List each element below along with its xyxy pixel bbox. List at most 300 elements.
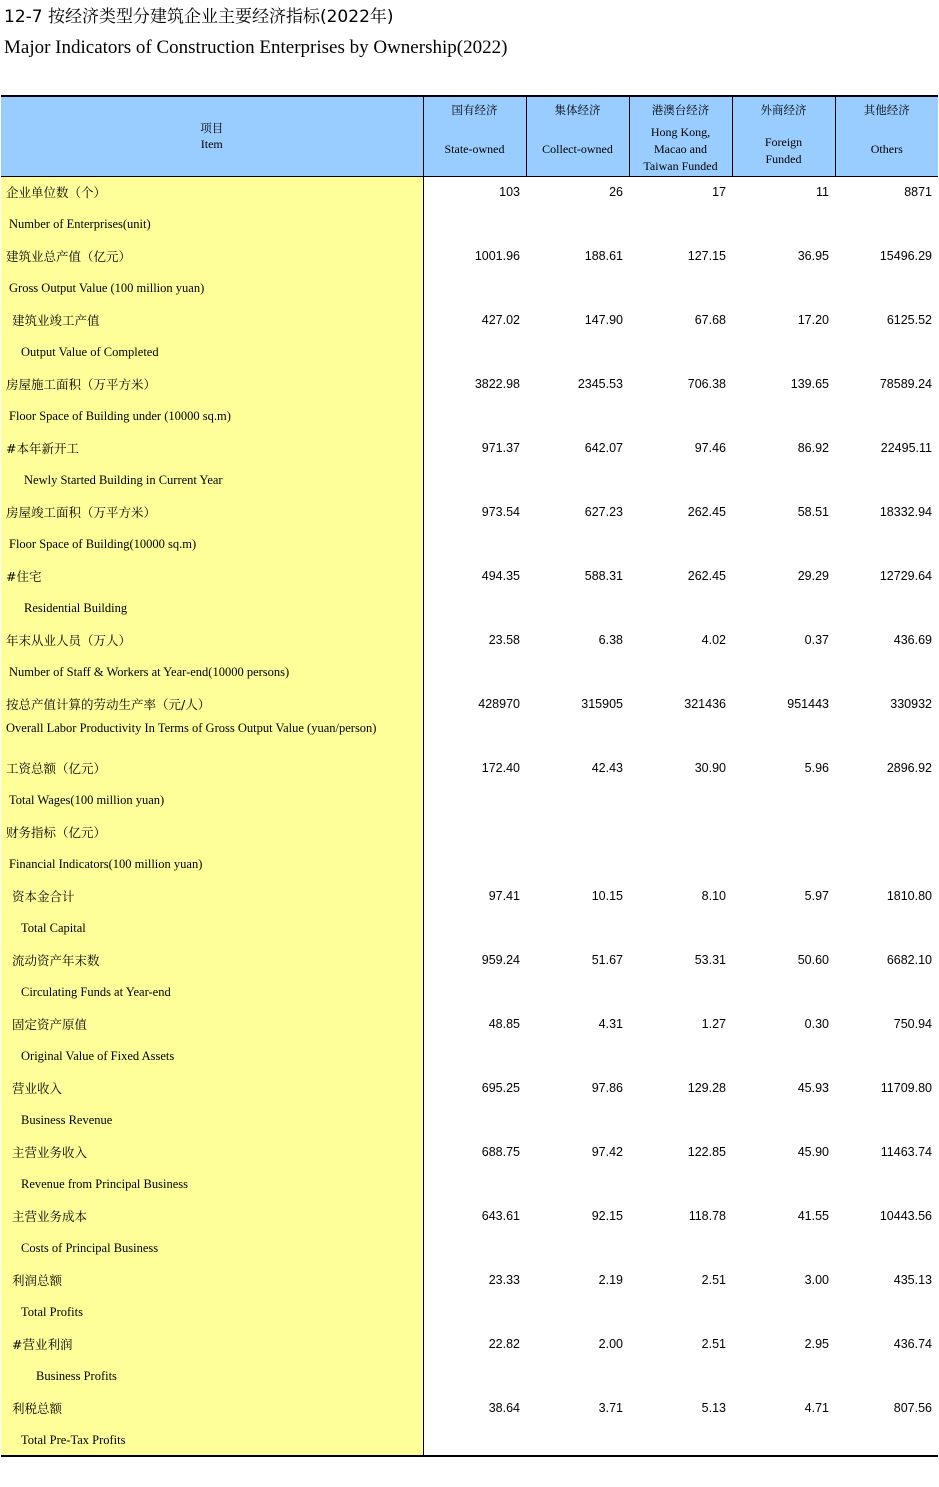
- table-title-cn: 12-7 按经济类型分建筑企业主要经济指标(2022年): [4, 7, 394, 27]
- header-collect-owned: [526, 96, 629, 176]
- value-cell: 6.38: [598, 633, 623, 647]
- header-col-en-line: Funded: [765, 152, 802, 166]
- row-label-en: Circulating Funds at Year-end: [21, 985, 171, 999]
- row-label-cell: [1, 816, 423, 848]
- row-label-cn: 房屋竣工面积（万平方米）: [6, 505, 157, 520]
- table-row: [1, 1360, 938, 1392]
- value-cell: [732, 528, 835, 560]
- row-label-cell: [1, 368, 423, 400]
- table-row: [1, 720, 938, 752]
- value-cell: 427.02: [481, 313, 520, 327]
- row-label-cell: [1, 1360, 423, 1392]
- value-cell: [526, 1040, 629, 1072]
- value-cell: [423, 848, 526, 880]
- header-col-en: State-owned: [444, 142, 505, 156]
- value-cell: 2.19: [598, 1273, 623, 1287]
- value-cell: [732, 1232, 835, 1264]
- value-cell: 172.40: [481, 761, 520, 775]
- value-cell: [423, 720, 526, 752]
- value-cell: 2896.92: [886, 761, 932, 775]
- table-row: [1, 464, 938, 496]
- value-cell: [732, 1104, 835, 1136]
- value-cell: 807.56: [893, 1401, 932, 1415]
- value-cell: [629, 848, 732, 880]
- value-cell: [423, 976, 526, 1008]
- value-cell: 10.15: [591, 889, 623, 903]
- row-label-en: Output Value of Completed: [21, 345, 159, 359]
- value-cell: 6125.52: [886, 313, 932, 327]
- row-label-cell: [1, 752, 423, 784]
- value-cell: 5.96: [804, 761, 829, 775]
- row-label-cn: #营业利润: [12, 1337, 73, 1352]
- table-row: [1, 784, 938, 816]
- row-label-cell: [1, 1104, 423, 1136]
- value-cell: [526, 976, 629, 1008]
- value-cell: [629, 528, 732, 560]
- value-cell: [835, 208, 938, 240]
- row-label-en: Number of Enterprises(unit): [9, 217, 151, 231]
- value-cell: [629, 656, 732, 688]
- value-cell: [526, 784, 629, 816]
- value-cell: [732, 208, 835, 240]
- value-cell: 86.92: [797, 441, 829, 455]
- value-cell: [526, 720, 629, 752]
- row-label-cell: [1, 1008, 423, 1040]
- row-label-cell: [1, 464, 423, 496]
- value-cell: 29.29: [797, 569, 829, 583]
- value-cell: 971.37: [481, 441, 520, 455]
- value-cell: [835, 1424, 938, 1456]
- value-cell: [835, 1232, 938, 1264]
- value-cell: [526, 1168, 629, 1200]
- value-cell: 45.90: [797, 1145, 829, 1159]
- value-cell: [423, 1296, 526, 1328]
- value-cell: [423, 592, 526, 624]
- value-cell: [526, 528, 629, 560]
- row-label-cell: [1, 912, 423, 944]
- value-cell: [835, 1360, 938, 1392]
- row-label-cell: [1, 336, 423, 368]
- row-label-cell: [1, 1200, 423, 1232]
- row-label-cn: 企业单位数（个）: [6, 185, 107, 201]
- value-cell: [835, 336, 938, 368]
- header-col-cn: 外商经济: [760, 103, 807, 117]
- header-others: [835, 96, 938, 176]
- header-col-en: [733, 134, 835, 168]
- value-cell: [835, 592, 938, 624]
- row-label-en: Original Value of Fixed Assets: [21, 1049, 175, 1063]
- value-cell: 436.74: [893, 1337, 932, 1351]
- table-row: [1, 176, 938, 208]
- table-row: [1, 1200, 938, 1232]
- value-cell: [526, 336, 629, 368]
- value-cell: [629, 336, 732, 368]
- value-cell: [732, 656, 835, 688]
- row-label-cell: [1, 720, 423, 752]
- header-col-en-line: Hong Kong,: [650, 125, 711, 139]
- value-cell: [629, 272, 732, 304]
- value-cell: [835, 1168, 938, 1200]
- value-cell: 48.85: [488, 1017, 520, 1031]
- row-label-en: Financial Indicators(100 million yuan): [9, 857, 203, 871]
- row-label-cell: [1, 1296, 423, 1328]
- value-cell: 0.30: [804, 1017, 829, 1031]
- value-cell: 10443.56: [879, 1209, 932, 1223]
- table-row: [1, 624, 938, 656]
- value-cell: [526, 1424, 629, 1456]
- table-row: [1, 272, 938, 304]
- value-cell: 129.28: [687, 1081, 726, 1095]
- row-label-cn: 营业收入: [12, 1081, 63, 1096]
- value-cell: 23.58: [488, 633, 520, 647]
- row-label-cell: [1, 848, 423, 880]
- value-cell: [732, 1360, 835, 1392]
- table-row: [1, 656, 938, 688]
- row-label-cell: [1, 784, 423, 816]
- table-row: [1, 592, 938, 624]
- table-row: [1, 496, 938, 528]
- value-cell: 3822.98: [474, 377, 520, 391]
- value-cell: 92.15: [591, 1209, 623, 1223]
- value-cell: 0.37: [804, 633, 829, 647]
- header-col-en: Collect-owned: [542, 142, 613, 156]
- table-row: [1, 1296, 938, 1328]
- value-cell: 53.31: [694, 953, 726, 967]
- value-cell: [526, 656, 629, 688]
- value-cell: [629, 592, 732, 624]
- value-cell: 3.00: [804, 1273, 829, 1287]
- value-cell: 6682.10: [886, 953, 932, 967]
- value-cell: 51.67: [591, 953, 623, 967]
- value-cell: 2345.53: [577, 377, 623, 391]
- value-cell: 30.90: [694, 761, 726, 775]
- value-cell: 188.61: [584, 249, 623, 263]
- value-cell: [835, 976, 938, 1008]
- header-item-en: Item: [200, 137, 223, 151]
- value-cell: [423, 1040, 526, 1072]
- value-cell: [732, 912, 835, 944]
- value-cell: 2.51: [701, 1337, 726, 1351]
- value-cell: [835, 720, 938, 752]
- table-row: [1, 400, 938, 432]
- row-label-cell: [1, 656, 423, 688]
- value-cell: [629, 1424, 732, 1456]
- value-cell: [526, 1232, 629, 1264]
- value-cell: 8.10: [701, 889, 726, 903]
- row-label-cell: [1, 1264, 423, 1296]
- row-label-cn: 工资总额（亿元）: [6, 761, 107, 776]
- table-row: [1, 208, 938, 240]
- row-label-cn: 主营业务收入: [12, 1145, 88, 1160]
- value-cell: [526, 1360, 629, 1392]
- value-cell: [423, 784, 526, 816]
- value-cell: [835, 1104, 938, 1136]
- value-cell: 627.23: [584, 505, 623, 519]
- value-cell: [423, 208, 526, 240]
- value-cell: 1001.96: [474, 249, 520, 263]
- row-label-en: Costs of Principal Business: [21, 1241, 159, 1255]
- row-label-cell: [1, 944, 423, 976]
- indicators-table: [1, 95, 938, 1457]
- value-cell: [629, 400, 732, 432]
- table-row: [1, 560, 938, 592]
- value-cell: [423, 400, 526, 432]
- table-row: [1, 816, 938, 848]
- value-cell: 643.61: [481, 1209, 520, 1223]
- row-label-cell: [1, 240, 423, 272]
- value-cell: [835, 464, 938, 496]
- row-label-en: Total Wages(100 million yuan): [9, 793, 165, 807]
- row-label-cn: 资本金合计: [12, 889, 75, 904]
- value-cell: [526, 592, 629, 624]
- value-cell: [423, 1168, 526, 1200]
- value-cell: 67.68: [694, 313, 726, 327]
- value-cell: 2.95: [804, 1337, 829, 1351]
- value-cell: 139.65: [790, 377, 829, 391]
- value-cell: [835, 1040, 938, 1072]
- row-label-en: Business Revenue: [21, 1113, 113, 1127]
- row-label-cell: [1, 1232, 423, 1264]
- value-cell: [526, 816, 629, 848]
- value-cell: [423, 1360, 526, 1392]
- value-cell: 436.69: [893, 633, 932, 647]
- table-row: [1, 368, 938, 400]
- value-cell: [835, 848, 938, 880]
- row-label-en: Gross Output Value (100 million yuan): [9, 281, 205, 295]
- header-foreign-funded: [732, 96, 835, 176]
- value-cell: [732, 400, 835, 432]
- value-cell: 127.15: [687, 249, 726, 263]
- value-cell: 11463.74: [880, 1145, 932, 1159]
- row-label-cell: [1, 1136, 423, 1168]
- row-label-en: Total Capital: [21, 921, 86, 935]
- row-label-cell: [1, 976, 423, 1008]
- value-cell: 122.85: [687, 1145, 726, 1159]
- row-label-cn: #本年新开工: [6, 441, 79, 456]
- row-label-en: Residential Building: [24, 601, 128, 615]
- row-label-en: Overall Labor Productivity In Terms of Gross Output Value (yuan/person): [6, 721, 377, 735]
- row-label-cn: 主营业务成本: [12, 1209, 88, 1224]
- header-col-cn: 国有经济: [451, 103, 498, 117]
- value-cell: 147.90: [584, 313, 623, 327]
- value-cell: [732, 976, 835, 1008]
- value-cell: 2.00: [598, 1337, 623, 1351]
- header-col-en-line: Macao and: [654, 142, 707, 156]
- header-col-en: [630, 124, 732, 175]
- value-cell: 959.24: [481, 953, 520, 967]
- value-cell: [732, 1040, 835, 1072]
- row-label-cell: [1, 496, 423, 528]
- value-cell: 41.55: [797, 1209, 829, 1223]
- row-label-cell: [1, 880, 423, 912]
- value-cell: 688.75: [481, 1145, 520, 1159]
- value-cell: 262.45: [687, 505, 726, 519]
- table-row: [1, 688, 938, 720]
- value-cell: 97.41: [488, 889, 520, 903]
- value-cell: [732, 816, 835, 848]
- value-cell: 5.97: [804, 889, 829, 903]
- row-label-cell: [1, 1424, 423, 1456]
- row-label-en: Floor Space of Building(10000 sq.m): [9, 537, 197, 551]
- table-row: [1, 336, 938, 368]
- value-cell: 58.51: [797, 505, 829, 519]
- table-row: [1, 1392, 938, 1424]
- table-row: [1, 880, 938, 912]
- table-row: [1, 1232, 938, 1264]
- value-cell: [835, 656, 938, 688]
- value-cell: 45.93: [797, 1081, 829, 1095]
- value-cell: 750.94: [893, 1017, 932, 1031]
- row-label-cn: 财务指标（亿元）: [6, 825, 107, 840]
- row-label-cn: 房屋施工面积（万平方米）: [6, 377, 157, 392]
- value-cell: 36.95: [797, 249, 829, 263]
- row-label-cell: [1, 592, 423, 624]
- table-row: [1, 528, 938, 560]
- value-cell: 118.78: [688, 1209, 726, 1223]
- value-cell: [732, 1168, 835, 1200]
- value-cell: 428970: [478, 697, 520, 711]
- row-label-cell: [1, 528, 423, 560]
- table-row: [1, 1104, 938, 1136]
- value-cell: 23.33: [488, 1273, 520, 1287]
- row-label-cell: [1, 176, 423, 208]
- value-cell: [423, 1104, 526, 1136]
- row-label-cn: 利润总额: [12, 1273, 63, 1288]
- row-label-cn: #住宅: [6, 569, 42, 584]
- row-label-cn: 固定资产原值: [12, 1017, 88, 1032]
- value-cell: [629, 1104, 732, 1136]
- row-label-cell: [1, 1328, 423, 1360]
- value-cell: [732, 592, 835, 624]
- value-cell: [629, 208, 732, 240]
- value-cell: 588.31: [584, 569, 623, 583]
- value-cell: [629, 976, 732, 1008]
- value-cell: [526, 208, 629, 240]
- value-cell: 97.42: [591, 1145, 623, 1159]
- table-row: [1, 912, 938, 944]
- value-cell: [835, 400, 938, 432]
- table-row: [1, 1168, 938, 1200]
- value-cell: 42.43: [591, 761, 623, 775]
- table-title-en: Major Indicators of Construction Enterprises by Ownership(2022): [4, 37, 508, 58]
- value-cell: [732, 336, 835, 368]
- value-cell: [423, 464, 526, 496]
- header-hk-macao-taiwan: [629, 96, 732, 176]
- value-cell: [629, 1168, 732, 1200]
- table-row: [1, 944, 938, 976]
- value-cell: [629, 720, 732, 752]
- value-cell: [423, 656, 526, 688]
- row-label-en: Floor Space of Building under (10000 sq.m): [9, 409, 231, 423]
- value-cell: [423, 1424, 526, 1456]
- row-label-cell: [1, 1040, 423, 1072]
- value-cell: [732, 720, 835, 752]
- value-cell: [732, 1296, 835, 1328]
- value-cell: [835, 816, 938, 848]
- value-cell: [423, 272, 526, 304]
- value-cell: 321436: [684, 697, 726, 711]
- table-row: [1, 1328, 938, 1360]
- row-label-cell: [1, 560, 423, 592]
- value-cell: [423, 528, 526, 560]
- value-cell: 15496.29: [879, 249, 932, 263]
- value-cell: 11: [816, 185, 829, 200]
- row-label-cn: 按总产值计算的劳动生产率（元/人）: [6, 697, 211, 712]
- header-col-en: Others: [870, 142, 903, 156]
- value-cell: 22.82: [488, 1337, 520, 1351]
- value-cell: [835, 528, 938, 560]
- value-cell: 1.27: [701, 1017, 726, 1031]
- value-cell: 330932: [890, 697, 932, 711]
- header-col-cn: 集体经济: [554, 103, 601, 117]
- value-cell: 4.02: [701, 633, 726, 647]
- table-row: [1, 1136, 938, 1168]
- header-item-cn: 项目: [200, 121, 224, 135]
- value-cell: 642.07: [584, 441, 623, 455]
- value-cell: 97.86: [591, 1081, 623, 1095]
- row-label-en: Total Profits: [21, 1305, 83, 1319]
- value-cell: [423, 912, 526, 944]
- row-label-cell: [1, 208, 423, 240]
- value-cell: [526, 848, 629, 880]
- value-cell: [835, 784, 938, 816]
- value-cell: [629, 1360, 732, 1392]
- value-cell: 78589.24: [879, 377, 932, 391]
- value-cell: 494.35: [481, 569, 520, 583]
- value-cell: [526, 272, 629, 304]
- value-cell: 11709.80: [880, 1081, 932, 1095]
- value-cell: 17: [712, 185, 726, 200]
- value-cell: [629, 1232, 732, 1264]
- row-label-cn: 建筑业总产值（亿元）: [6, 249, 132, 264]
- row-label-cell: [1, 1392, 423, 1424]
- table-row: [1, 240, 938, 272]
- value-cell: 18332.94: [879, 505, 932, 519]
- row-label-en: Business Profits: [36, 1369, 117, 1383]
- value-cell: [423, 336, 526, 368]
- value-cell: [835, 272, 938, 304]
- table-row: [1, 976, 938, 1008]
- table-row: [1, 1072, 938, 1104]
- value-cell: [732, 272, 835, 304]
- table-row: [1, 1040, 938, 1072]
- value-cell: 315905: [581, 697, 623, 711]
- row-label-cell: [1, 1072, 423, 1104]
- value-cell: 8871: [904, 185, 932, 200]
- value-cell: [526, 1296, 629, 1328]
- row-label-en: Revenue from Principal Business: [21, 1177, 188, 1191]
- table-row: [1, 752, 938, 784]
- value-cell: 951443: [787, 697, 829, 711]
- value-cell: 695.25: [481, 1081, 520, 1095]
- value-cell: [835, 1296, 938, 1328]
- header-item: [1, 96, 423, 176]
- value-cell: 5.13: [701, 1401, 726, 1415]
- value-cell: 50.60: [797, 953, 829, 967]
- value-cell: 12729.64: [879, 569, 932, 583]
- value-cell: 1810.80: [886, 889, 932, 903]
- row-label-en: Total Pre-Tax Profits: [21, 1432, 126, 1447]
- value-cell: 2.51: [701, 1273, 726, 1287]
- value-cell: [526, 400, 629, 432]
- table-row: [1, 1264, 938, 1296]
- value-cell: 4.71: [804, 1401, 829, 1415]
- row-label-cn: 年末从业人员（万人）: [6, 633, 132, 648]
- row-label-en: Number of Staff & Workers at Year-end(10000 persons): [9, 665, 290, 679]
- value-cell: [526, 912, 629, 944]
- table-row: [1, 1008, 938, 1040]
- header-col-en-line: Taiwan Funded: [643, 159, 718, 173]
